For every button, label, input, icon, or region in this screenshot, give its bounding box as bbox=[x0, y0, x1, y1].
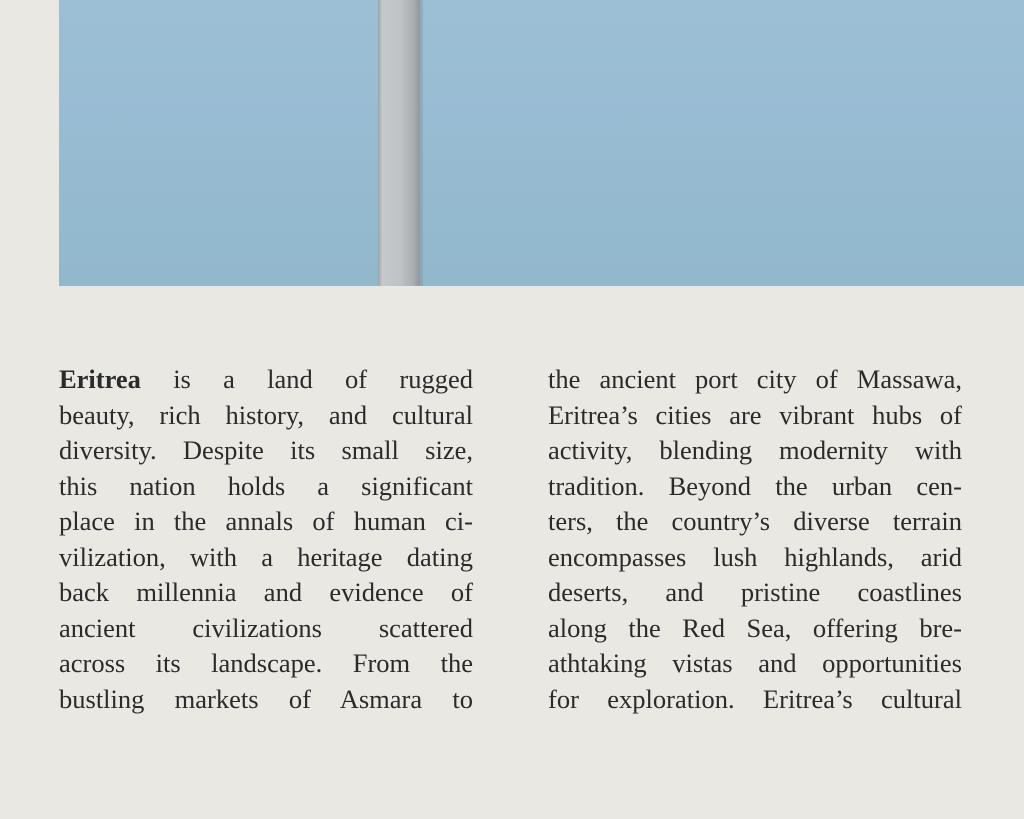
left-text-column bbox=[59, 362, 473, 717]
pole-shape bbox=[378, 0, 420, 286]
text-line: bustling markets of Asmara to bbox=[59, 683, 473, 714]
text-line: along the Red Sea, offering bre - bbox=[548, 611, 962, 647]
text-line: tradition. Beyond the urban cen - bbox=[548, 469, 962, 505]
lead-word: Eritrea bbox=[59, 364, 141, 394]
text-line: vilization, with a heritage dating bbox=[59, 541, 473, 572]
text-line-rest: is a land of rugged bbox=[140, 364, 473, 394]
text-line: the ancient port city of Massawa, bbox=[548, 364, 962, 394]
text-line: ancient civilizations scattered bbox=[59, 612, 473, 643]
text-line: for exploration. Eritrea’s cultural bbox=[548, 683, 962, 714]
text-line: athtaking vistas and opportunities bbox=[548, 648, 962, 678]
text-line: place in the annals of human ci - bbox=[59, 504, 473, 540]
text-line: deserts, and pristine coastlines bbox=[548, 577, 962, 607]
text-line bbox=[59, 362, 473, 398]
text-line: diversity. Despite its small size, bbox=[59, 435, 473, 465]
text-line: Eritrea’s cities are vibrant hubs of bbox=[548, 399, 962, 430]
text-line: beauty, rich history, and cultural bbox=[59, 399, 473, 430]
text-line: activity, blending modernity with bbox=[548, 435, 962, 465]
right-text-column bbox=[548, 362, 962, 717]
text-line: this nation holds a significant bbox=[59, 470, 473, 501]
text-line: across its landscape. From the bbox=[59, 648, 473, 678]
text-line: encompasses lush highlands, arid bbox=[548, 541, 962, 572]
sky-photo bbox=[59, 0, 1024, 286]
text-line: ters, the country’s diverse terrain bbox=[548, 506, 962, 536]
text-line: back millennia and evidence of bbox=[59, 577, 473, 607]
